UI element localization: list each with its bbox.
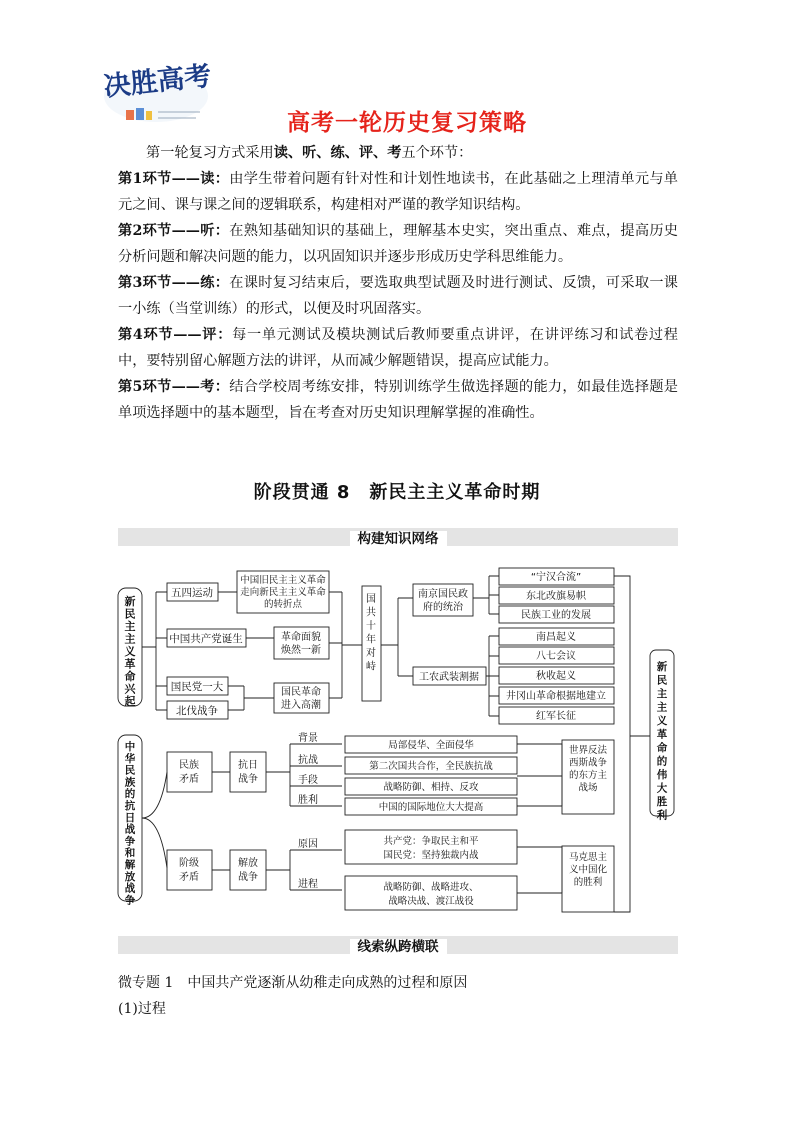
label-shengli: 胜利: [298, 795, 318, 806]
page-title: 高考一轮历史复习策略: [287, 110, 527, 136]
box-jincheng-1: 战略防御、战略进攻、: [383, 882, 479, 893]
micro-topic: 微专题 1 中国共产党逐渐从幼稚走向成熟的过程和原因: [118, 975, 468, 991]
box-gcd: 中国共产党诞生: [169, 633, 243, 645]
section-1: 第1环节——读：由学生带着问题有针对性和计划性地读书，在此基础之上理清单元与单元之间、课与课之间的逻辑联系，构建相对严谨的教学知识结构。: [118, 171, 678, 213]
section-4: 第4环节——评：每一单元测试及模块测试后教师要重点讲评，在讲评练习和试卷过程中，要特别留心解题方法的讲评，从而减少解题错误，提高应试能力。: [118, 327, 678, 369]
box-yuanyin-1: 共产党：争取民主和平: [383, 836, 479, 847]
label-yuanyin: 原因: [298, 839, 318, 850]
box-jinggang: 井冈山革命根据地建立: [506, 691, 606, 702]
section-bar-knowledge: 构建知识网络: [118, 528, 678, 546]
box-guoji: 中国的国际地位大大提高: [378, 802, 484, 813]
intro-paragraph: 第一轮复习方式采用读、听、练、评、考五个环节：: [146, 145, 473, 161]
box-yuanyin-2: 国民党：坚持独裁内战: [383, 850, 479, 861]
section-3: 第3环节——练：在课时复习结束后，要选取典型试题及时进行测试、反馈，可采取一课一小练（当堂训练）的形式，以便及时巩固落实。: [118, 275, 678, 317]
box-makesi: 马克思主义中国化的胜利: [568, 852, 608, 888]
box-changzheng: 红军长征: [536, 711, 576, 722]
box-jubu: 局部侵华、全面侵华: [388, 740, 474, 751]
label-beijing: 背景: [298, 733, 318, 744]
box-nanchang: 南昌起义: [536, 632, 576, 643]
box-minzu: 民族工业的发展: [521, 610, 591, 621]
box-zhuanzhe: 中国旧民主主义革命走向新民主主义革命的转折点: [240, 575, 326, 610]
box-diergong: 第二次国共合作，全民族抗战: [369, 761, 493, 772]
label-shouduan: 手段: [298, 775, 318, 786]
box-jincheng-2: 战略决战、渡江战役: [388, 896, 474, 907]
box-jiefang: 解放战争: [238, 858, 258, 883]
box-baqi: 八七会议: [536, 651, 576, 662]
section-5: 第5环节——考：结合学校周考练安排，特别训练学生做选择题的能力，如最佳选择题是单项选择题中的基本题型，旨在考查对历史知识理解掌握的准确性。: [118, 379, 678, 421]
box-victory: 新民主主义革命的伟大胜利: [656, 661, 668, 822]
box-ninghan: “宁汉合流”: [530, 572, 582, 583]
label-jincheng: 进程: [298, 879, 318, 890]
box-qiushou: 秋收起义: [536, 671, 576, 682]
section-bar-clues: 线索纵跨横联: [118, 936, 678, 954]
box-yida: 国民党一大: [170, 681, 224, 693]
box-minzu-maodun: 民族矛盾: [179, 760, 199, 785]
box-kangri: 抗日战争: [238, 760, 258, 785]
stage-title: 阶段贯通 8 新民主主义革命时期: [253, 482, 541, 503]
box-wusi: 五四运动: [171, 587, 213, 599]
left-top-label: 新民主主义革命兴起: [124, 595, 136, 708]
box-beifa: 北伐战争: [176, 705, 218, 717]
box-mianmao: 革命面貌焕然一新: [281, 632, 321, 656]
left-bottom-label: 中华民族的抗日战争和解放战争: [124, 741, 136, 907]
section-2: 第2环节——听：在熟知基础知识的基础上，理解基本史实，突出重点、难点，提高历史分析问题和解决问题的能力，以巩固知识并逐步形成历史学科思维能力。: [118, 223, 678, 265]
box-dongbei: 东北改旗易帜: [526, 591, 586, 602]
box-jieji: 阶级矛盾: [179, 858, 199, 883]
box-shinian: 国共十年对峙: [366, 594, 376, 673]
box-gaochao: 国民革命进入高潮: [281, 687, 321, 711]
box-zhanlue: 战略防御、相持、反攻: [383, 782, 479, 793]
label-kangzhan: 抗战: [298, 755, 318, 766]
box-gongnong: 工农武装割据: [419, 672, 479, 683]
logo-text: 决胜高考: [102, 60, 213, 103]
box-shijie: 世界反法西斯战争的东方主战场: [568, 745, 608, 794]
process-heading: (1)过程: [118, 1001, 166, 1017]
box-nanjing-wrap: 南京国民政府的统治: [418, 589, 468, 613]
